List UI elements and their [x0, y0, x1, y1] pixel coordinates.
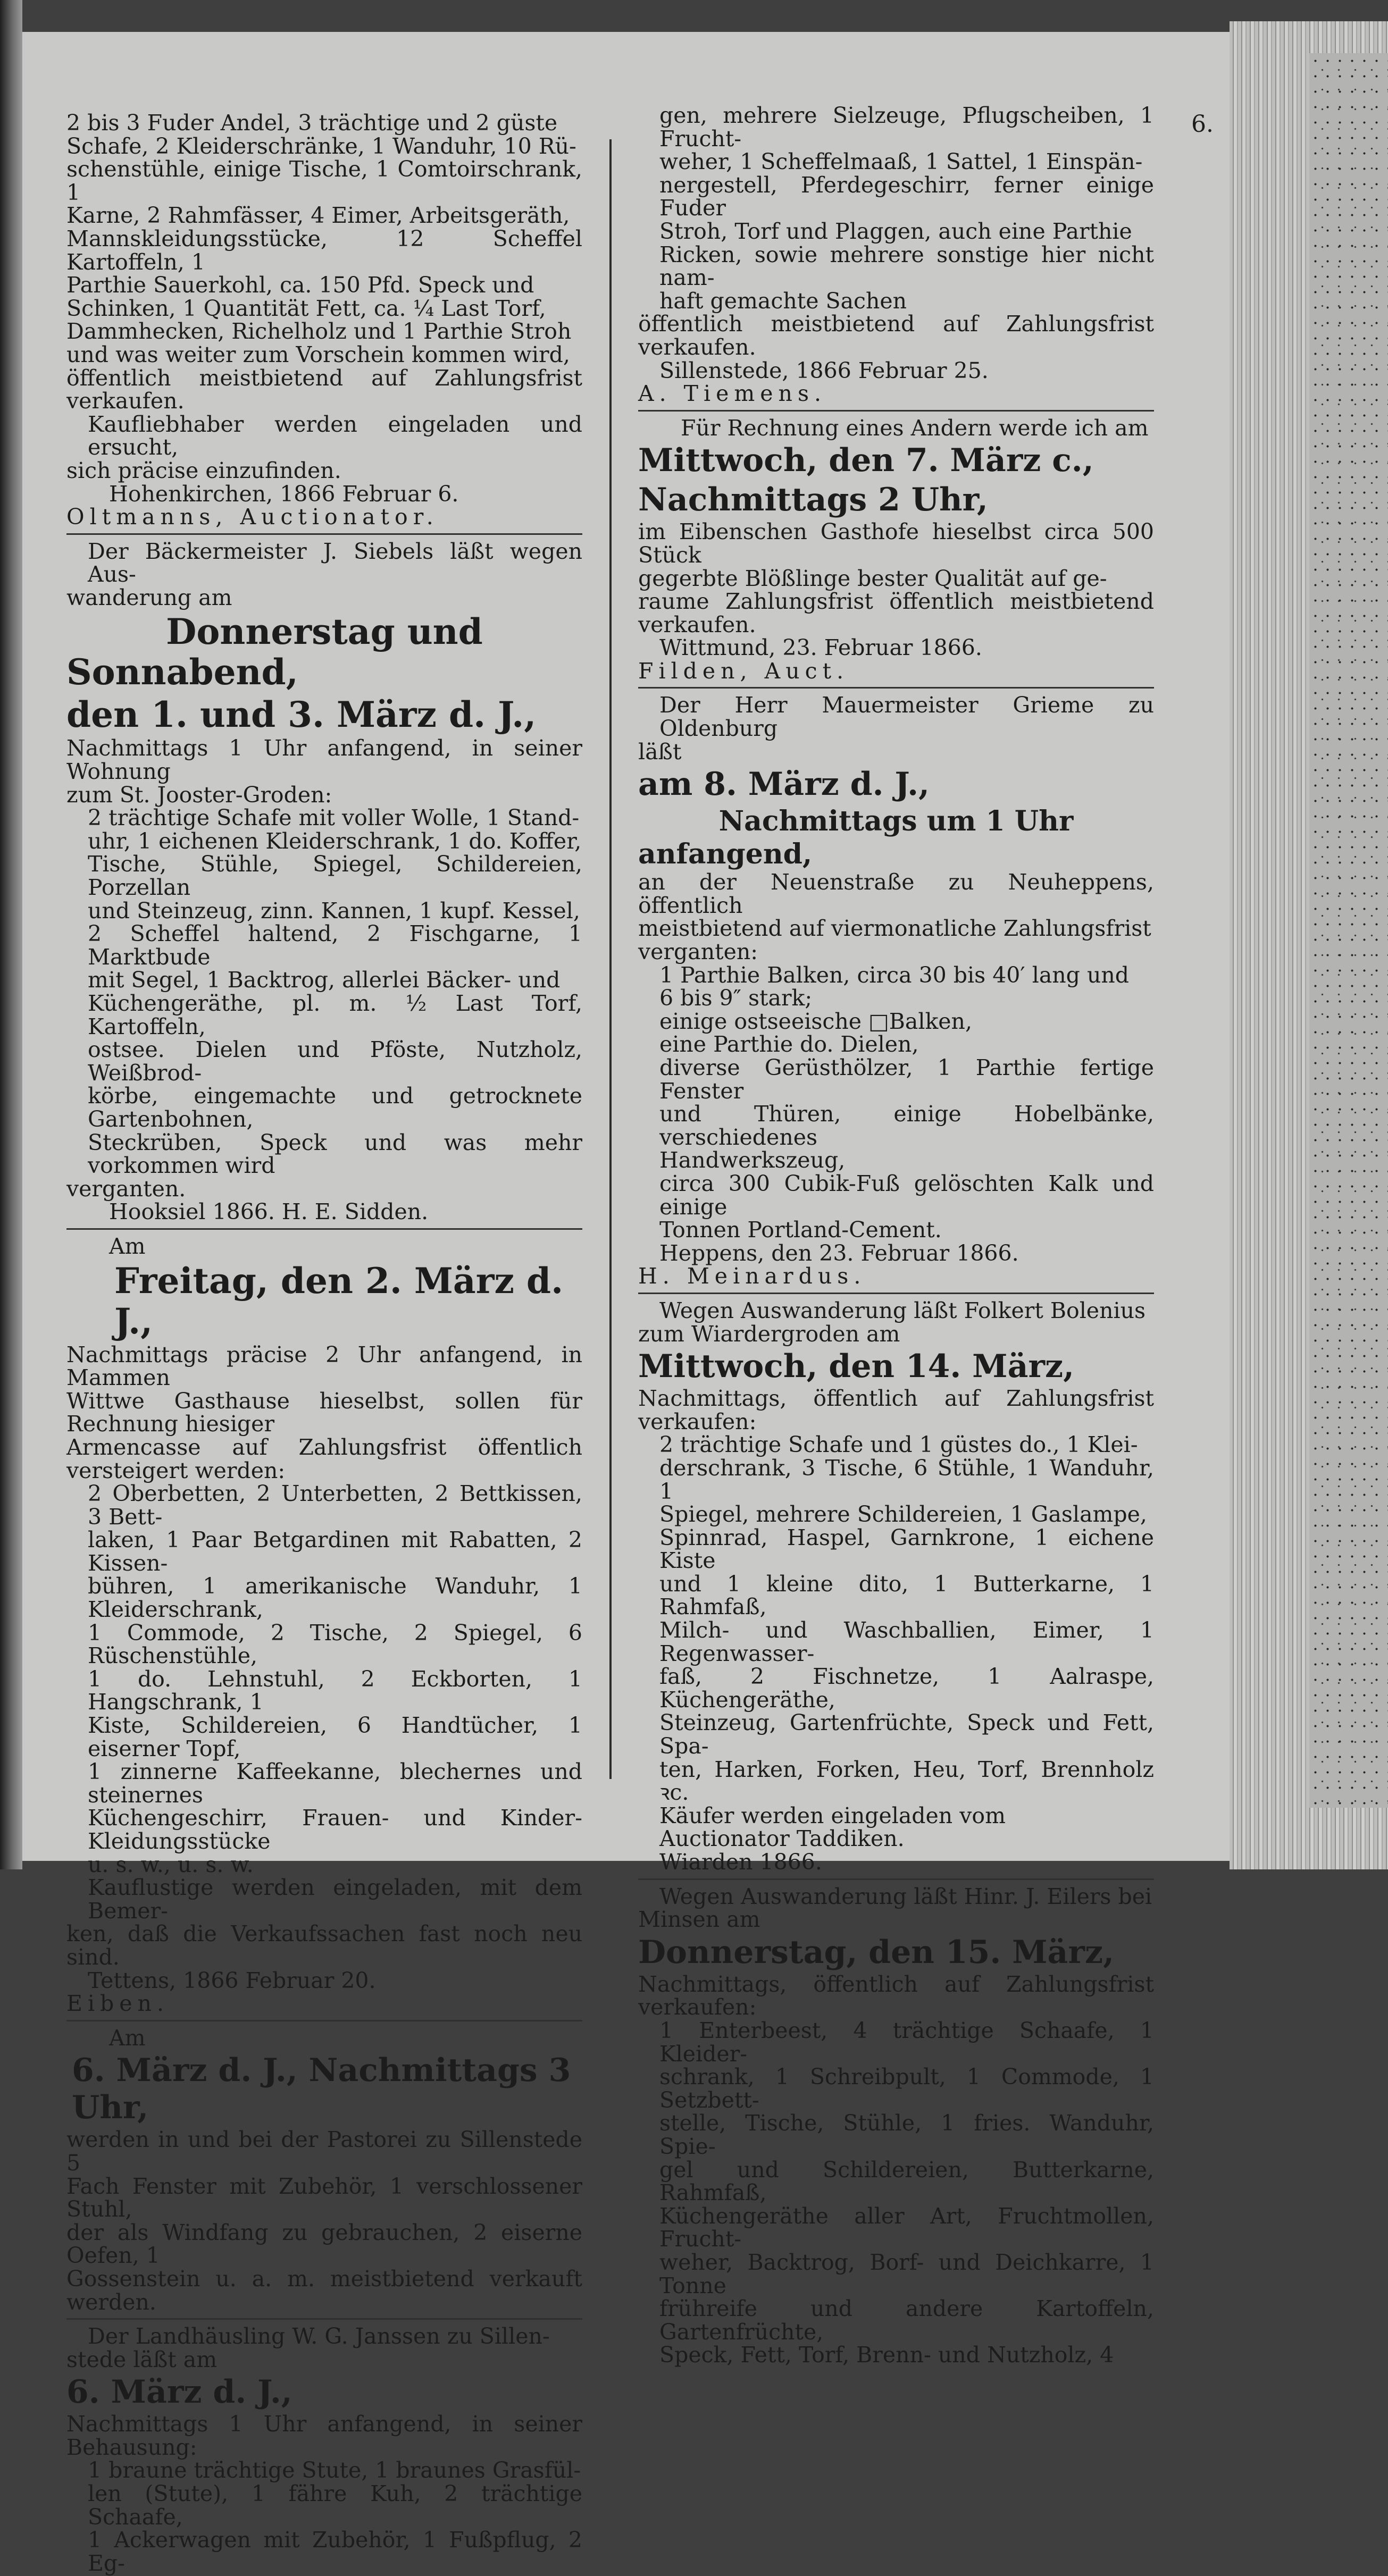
text-line: öffentlich meistbietend auf Zahlungsfrist verkaufen. [638, 311, 1154, 360]
text-line: und was weiter zum Vorschein kommen wird, [66, 341, 570, 367]
text-line: nergestell, Pferdegeschirr, ferner einige Fuder [659, 172, 1154, 221]
text-line: schrank, 1 Schreibpult, 1 Commode, 1 Setzbett- [659, 2064, 1154, 2113]
text-line: Der Landhäusling W. G. Janssen zu Sillen- [88, 2323, 550, 2350]
text-line: Nachmittags 1 Uhr anfangend, in seiner Behausung: [66, 2411, 582, 2460]
text-line: Mannskleidungsstücke, 12 Scheffel Kartoffeln, 1 [66, 225, 582, 275]
notice-siebels-signature: Hooksiel 1866. H. E. Sidden. [109, 1199, 429, 1225]
notice-separator [66, 2020, 582, 2021]
text-line: Nachmittags, öffentlich auf Zahlungsfrist verkaufen: [638, 1386, 1154, 1434]
text-line: zum St. Jooster-Groden: [66, 782, 332, 808]
text-line: Wittwe Gasthause hieselbst, sollen für Rechnung hiesiger [66, 1388, 582, 1437]
text-line: Tonnen Portland-Cement. [659, 1217, 942, 1243]
text-line: len (Stute), 1 fähre Kuh, 2 trächtige Schaafe, [88, 2481, 582, 2530]
text-line: Steckrüben, Speck und was mehr vorkommen wird [88, 1129, 582, 1179]
column-divider [609, 139, 612, 1779]
text-line: läßt [638, 739, 682, 765]
text-line: Wegen Auswanderung läßt Hinr. J. Eilers bei [659, 1883, 1152, 1909]
text-line: werden in und bei der Pastorei zu Sillenstede 5 [66, 2127, 582, 2176]
text-line: zum Wiardergroden am [638, 1321, 900, 1347]
text-line: eine Parthie do. Dielen, [659, 1031, 919, 1058]
notice-pastorei-body [66, 2128, 582, 2314]
notice-eiben-am: Am [109, 1233, 146, 1259]
text-line: Schafe, 2 Kleiderschränke, 1 Wanduhr, 10 Rü- [66, 133, 576, 159]
text-line: ken, daß die Verkaufssachen fast noch neu sind. [66, 1921, 582, 1970]
text-line: Sillenstede, 1866 Februar 25. [659, 357, 989, 383]
notice-separator [638, 1293, 1154, 1294]
right-column [638, 104, 1154, 2367]
text-line: uhr, 1 eichenen Kleiderschrank, 1 do. Koffer, [88, 828, 582, 854]
text-line: Küchengeräthe aller Art, Fruchtmollen, Frucht- [659, 2203, 1154, 2252]
text-line: 1 Enterbeest, 4 trächtige Schaafe, 1 Kleider- [659, 2017, 1154, 2067]
text-line: verganten: [638, 939, 758, 965]
text-line: 2 Oberbetten, 2 Unterbetten, 2 Bettkissen, 3 Bett- [88, 1481, 582, 1530]
text-line: öffentlich meistbietend auf Zahlungsfrist verkaufen. [66, 365, 582, 414]
notice-bolenius-intro [638, 1299, 1154, 1346]
text-line: und Steinzeug, zinn. Kannen, 1 kupf. Kessel, [88, 897, 580, 924]
text-line: Kiste, Schildereien, 6 Handtücher, 1 eiserner Topf, [88, 1713, 582, 1761]
text-line: circa 300 Cubik-Fuß gelöschten Kalk und einige [659, 1170, 1154, 1220]
text-line: schenstühle, einige Tische, 1 Comtoirschrank, 1 [66, 156, 582, 205]
text-line: Wiarden 1866. [659, 1849, 822, 1875]
text-line: laken, 1 Paar Betgardinen mit Rabatten, 2 Kissen- [88, 1527, 582, 1576]
notice-separator [66, 2318, 582, 2320]
text-line: einige ostseeische □Balken, [659, 1008, 972, 1034]
text-line: 1 braune trächtige Stute, 1 braunes Grasfül- [88, 2457, 581, 2483]
text-line: u. s. w., u. s. w. [88, 1851, 254, 1877]
notice-grieme-body [638, 871, 1154, 1265]
notice-grieme-heading-1: am 8. März d. J., [638, 766, 930, 803]
text-line: 2 Scheffel haltend, 2 Fischgarne, 1 Marktbude [88, 921, 582, 970]
text-line: Spiegel, mehrere Schildereien, 1 Gaslampe, [659, 1501, 1147, 1528]
text-line: stelle, Tische, Stühle, 1 fries. Wanduhr, Spie- [659, 2110, 1154, 2159]
notice-siebels-intro [66, 540, 582, 610]
text-line: Steinzeug, Gartenfrüchte, Speck und Fett, Spa- [659, 1710, 1154, 1759]
notice-filden-signature: Filden, Auct. [638, 658, 849, 684]
text-line: Kauflustige werden eingeladen, mit dem Bemer- [88, 1875, 582, 1924]
text-line: 1 do. Lehnstuhl, 2 Eckborten, 1 Hangschrank, 1 [88, 1666, 582, 1715]
notice-siebels-heading-2: den 1. und 3. März d. J., [66, 694, 537, 736]
notice-grieme-signature: H. Meinardus. [638, 1263, 866, 1289]
notice-grieme-heading-2: Nachmittags um 1 Uhr anfangend, [638, 805, 1074, 871]
text-line: 1 zinnerne Kaffeekanne, blechernes und steinernes [88, 1759, 582, 1808]
notice-eilers-intro [638, 1885, 1154, 1932]
text-line: 1 Parthie Balken, circa 30 bis 40′ lang und [659, 962, 1130, 988]
text-line: bühren, 1 amerikanische Wanduhr, 1 Kleiderschrank, [88, 1573, 582, 1623]
notice-separator [638, 687, 1154, 689]
text-line: Tettens, 1866 Februar 20. [88, 1967, 376, 1993]
text-line: Handwerkszeug, [659, 1147, 846, 1173]
text-line: Heppens, den 23. Februar 1866. [659, 1240, 1019, 1266]
text-line: Der Herr Mauermeister Grieme zu Oldenburg [659, 692, 1154, 742]
notice-filden-body [638, 521, 1154, 660]
text-line: frühreife und andere Kartoffeln, Gartenfrüchte, [659, 2296, 1154, 2345]
notice-tiemens-signature: A. Tiemens. [638, 381, 827, 407]
text-line: der als Windfang zu gebrauchen, 2 eiserne Oefen, 1 [66, 2219, 582, 2269]
text-line: Schinken, 1 Quantität Fett, ca. ¼ Last Torf, [66, 295, 546, 321]
text-line: gegerbte Blößlinge bester Qualität auf ge- [638, 565, 1107, 591]
notice-bolenius-body [638, 1387, 1154, 1874]
book-page-edges [1230, 21, 1388, 1869]
text-line: derschrank, 3 Tische, 6 Stühle, 1 Wanduhr, 1 [659, 1455, 1154, 1504]
text-line: Küchengeschirr, Frauen- und Kinder-Kleidungsstücke [88, 1805, 582, 1854]
text-line: diverse Gerüsthölzer, 1 Parthie fertige Fenster [659, 1055, 1154, 1104]
text-line: 2 trächtige Schafe und 1 güstes do., 1 Klei- [659, 1432, 1138, 1458]
notice-separator [638, 410, 1154, 412]
text-line: mit Segel, 1 Backtrog, allerlei Bäcker- und [88, 967, 561, 993]
notice-separator [638, 1878, 1154, 1880]
text-line: meistbietend auf viermonatliche Zahlungsfrist [638, 916, 1151, 942]
notice-filden-heading-1: Mittwoch, den 7. März c., [638, 442, 1094, 480]
left-column [66, 112, 582, 2575]
text-line: 2 bis 3 Fuder Andel, 3 trächtige und 2 güste [66, 110, 558, 136]
notice-siebels-heading-1: Donnerstag und Sonnabend, [66, 611, 483, 693]
text-line: Armencasse auf Zahlungsfrist öffentlich versteigert werden: [66, 1434, 582, 1483]
text-line: Dammhecken, Richelholz und 1 Parthie Stroh [66, 318, 572, 345]
text-line: 1 Ackerwagen mit Zubehör, 1 Fußpflug, 2 Eg- [88, 2527, 582, 2576]
notice-siebels-body [66, 737, 582, 1201]
text-line: gen, mehrere Sielzeuge, Pflugscheiben, 1 Frucht- [659, 103, 1154, 152]
text-line: Auctionator Taddiken. [659, 1826, 905, 1852]
text-line: ten, Harken, Forken, Heu, Torf, Brennholz ꝛc. [659, 1756, 1154, 1806]
text-line: Hohenkirchen, 1866 Februar 6. [109, 481, 459, 507]
notice-oltmanns [66, 112, 582, 529]
text-line: Karne, 2 Rahmfässer, 4 Eimer, Arbeitsgeräth, [66, 203, 570, 229]
text-line: Nachmittags präcise 2 Uhr anfangend, in Mammen [66, 1341, 582, 1391]
text-line: 6 bis 9″ stark; [659, 985, 813, 1011]
text-line: ostsee. Dielen und Pföste, Nutzholz, Weißbrod- [88, 1037, 582, 1086]
notice-filden-heading-2: Nachmittags 2 Uhr, [638, 481, 988, 519]
text-line: sich präcise einzufinden. [66, 457, 341, 483]
text-line: haft gemachte Sachen [659, 288, 907, 314]
text-line: Stroh, Torf und Plaggen, auch eine Parthie [659, 218, 1132, 244]
text-line: und Thüren, einige Hobelbänke, verschiedenes [659, 1101, 1154, 1150]
notice-separator [66, 1228, 582, 1230]
text-line: Der Bäckermeister J. Siebels läßt wegen Aus- [88, 538, 582, 588]
text-line: 1 Commode, 2 Tische, 2 Spiegel, 6 Rüschenstühle, [88, 1620, 582, 1669]
text-line: Speck, Fett, Torf, Brenn- und Nutzholz, 4 [659, 2342, 1114, 2368]
text-line: an der Neuenstraße zu Neuheppens, öffentlich [638, 869, 1154, 918]
notice-eiben-body [66, 1341, 582, 1993]
text-line: weher, Backtrog, Borf- und Deichkarre, 1 Tonne [659, 2249, 1154, 2298]
text-line: Wegen Auswanderung läßt Folkert Bolenius [659, 1297, 1146, 1323]
notice-eilers-heading: Donnerstag, den 15. März, [638, 1933, 1114, 1971]
notice-tiemens [638, 104, 1154, 382]
text-line: Nachmittags, öffentlich auf Zahlungsfrist verkaufen: [638, 1971, 1154, 2020]
text-line: Minsen am [638, 1907, 760, 1933]
text-line: im Eibenschen Gasthofe hieselbst circa 500 Stück [638, 519, 1154, 568]
notice-separator [66, 533, 582, 535]
text-line: wanderung am [66, 584, 232, 610]
text-line: Nachmittags 1 Uhr anfangend, in seiner Wohnung [66, 735, 582, 785]
notice-bolenius-heading: Mittwoch, den 14. März, [638, 1348, 1075, 1386]
text-line: 2 trächtige Schafe mit voller Wolle, 1 Stand- [88, 805, 580, 831]
text-line: raume Zahlungsfrist öffentlich meistbietend verkaufen. [638, 589, 1154, 637]
book-gutter [0, 0, 22, 1869]
notice-janssen-body [66, 2413, 582, 2575]
text-line: Fach Fenster mit Zubehör, 1 verschlossener Stuhl, [66, 2173, 582, 2222]
text-line: Oltmanns, Auctionator. [66, 504, 439, 530]
notice-filden-intro: Für Rechnung eines Andern werde ich am [681, 415, 1149, 441]
text-line: Milch- und Waschballien, Eimer, 1 Regenwasser- [659, 1617, 1154, 1666]
text-line: Parthie Sauerkohl, ca. 150 Pfd. Speck und [66, 272, 534, 298]
page-number: 6. [1191, 111, 1214, 138]
notice-grieme-intro [638, 694, 1154, 763]
text-line: Kaufliebhaber werden eingeladen und ersucht, [88, 411, 582, 460]
text-line: Spinnrad, Haspel, Garnkrone, 1 eichene Kiste [659, 1524, 1154, 1574]
notice-pastorei-am: Am [109, 2025, 146, 2051]
text-line: faß, 2 Fischnetze, 1 Aalraspe, Küchengeräthe, [659, 1664, 1154, 1713]
text-line: Küchengeräthe, pl. m. ½ Last Torf, Kartoffeln, [88, 991, 582, 1039]
text-line: verganten. [66, 1176, 186, 1202]
text-line: gel und Schildereien, Butterkarne, Rahmfaß, [659, 2157, 1154, 2206]
notice-eiben-signature: Eiben. [66, 1991, 169, 2017]
text-line: weher, 1 Scheffelmaaß, 1 Sattel, 1 Einspän- [659, 149, 1143, 175]
text-line: Wittmund, 23. Februar 1866. [659, 635, 982, 661]
notice-janssen-intro [66, 2325, 582, 2371]
text-line: Ricken, sowie mehrere sonstige hier nicht nam- [659, 241, 1154, 291]
notice-eiben-heading: Freitag, den 2. März d. J., [114, 1260, 564, 1342]
text-line: Käufer werden eingeladen vom [659, 1802, 1006, 1828]
text-line: körbe, eingemachte und getrocknete Gartenbohnen, [88, 1083, 582, 1132]
notice-janssen-heading: 6. März d. J., [66, 2373, 292, 2411]
notice-eilers-body [638, 1973, 1154, 2367]
text-line: Tische, Stühle, Spiegel, Schildereien, Porzellan [88, 851, 582, 901]
text-line: stede läßt am [66, 2346, 218, 2372]
text-line: und 1 kleine dito, 1 Butterkarne, 1 Rahmfaß, [659, 1571, 1154, 1620]
notice-pastorei-heading: 6. März d. J., Nachmittags 3 Uhr, [72, 2052, 571, 2127]
text-line: Gossenstein u. a. m. meistbietend verkauft werden. [66, 2265, 582, 2315]
